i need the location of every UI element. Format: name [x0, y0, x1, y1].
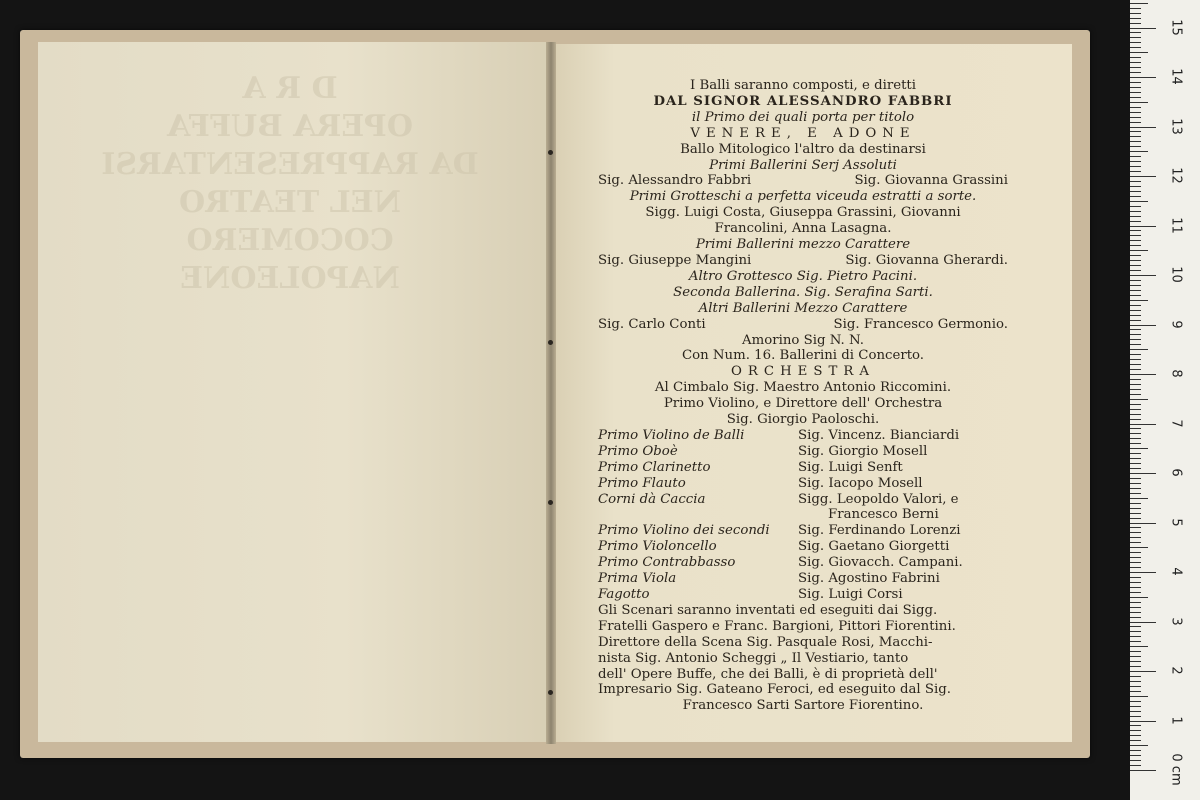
ruler-tick [1130, 320, 1141, 321]
ruler-tick [1130, 325, 1156, 326]
ruler-tick [1130, 97, 1141, 98]
ruler-tick [1130, 463, 1141, 464]
ruler-tick [1130, 107, 1141, 108]
dancer-pair [598, 173, 1008, 189]
ruler-label: 8 [1168, 369, 1184, 378]
ruler-tick [1130, 221, 1141, 222]
ruler-tick [1130, 399, 1148, 400]
ruler-tick [1130, 156, 1141, 157]
ruler-tick [1130, 28, 1156, 29]
ruler-tick [1130, 453, 1141, 454]
ruler-tick [1130, 597, 1148, 598]
binding-hole [548, 150, 553, 155]
ruler-label: 12 [1168, 167, 1184, 184]
roster-role: Primo Contrabbasso [598, 555, 736, 571]
ruler-tick [1130, 686, 1141, 687]
measurement-ruler [1130, 0, 1200, 800]
roster-name: Sig. Giorgio Mosell [798, 443, 928, 459]
ruler-tick [1130, 458, 1141, 459]
roster-role: Primo Flauto [598, 475, 686, 491]
ruler-tick [1130, 23, 1141, 24]
playbill-text [598, 78, 1008, 714]
bleed-through-text [40, 70, 540, 298]
ghost-line: OPERA BUFFA [167, 109, 413, 144]
ruler-tick [1130, 701, 1141, 702]
ruler-tick [1130, 87, 1141, 88]
ruler-tick [1130, 18, 1141, 19]
ruler-tick [1130, 230, 1141, 231]
ruler-tick [1130, 329, 1141, 330]
roster-role: Corni dà Caccia [598, 491, 706, 507]
ruler-label: 10 [1168, 266, 1184, 283]
ruler-tick [1130, 572, 1156, 573]
ruler-tick [1130, 765, 1141, 766]
dancer-line: Seconda Ballerina. Sig. Serafina Sarti. [673, 284, 933, 300]
orchestra-line: Sig. Giorgio Paoloschi. [726, 412, 880, 428]
ruler-label: 3 [1168, 616, 1184, 626]
ruler-tick [1130, 245, 1141, 246]
ruler-tick [1130, 82, 1141, 83]
ruler-tick [1130, 62, 1141, 63]
roster-role: Fagotto [598, 587, 650, 602]
ruler-tick [1130, 681, 1141, 682]
ruler-tick [1130, 315, 1141, 316]
ruler-tick [1130, 379, 1141, 380]
ruler-tick [1130, 483, 1141, 484]
roster-name: Sig. Vincenz. Bianciardi [798, 427, 960, 443]
ruler-tick [1130, 364, 1141, 365]
ruler-tick [1130, 181, 1141, 182]
ruler-tick [1130, 255, 1141, 256]
ruler-tick [1130, 428, 1141, 429]
ruler-tick [1130, 389, 1141, 390]
ruler-tick [1130, 671, 1156, 672]
ruler-tick [1130, 206, 1141, 207]
ruler-tick [1130, 656, 1141, 657]
binding-hole [548, 500, 553, 505]
ruler-tick [1130, 577, 1141, 578]
ruler-tick [1130, 745, 1148, 746]
ruler-tick [1130, 42, 1141, 43]
ruler-tick [1130, 216, 1141, 217]
ruler-label: 9 [1168, 319, 1184, 329]
ruler-tick [1130, 508, 1141, 509]
ruler-tick [1130, 666, 1141, 667]
roster-name: Sig. Ferdinando Lorenzi [798, 523, 961, 539]
section-heading: Primi Ballerini mezzo Carattere [695, 237, 911, 253]
dancer-name: Sig. Francesco Germonio. [833, 316, 1008, 332]
ruler-tick [1130, 448, 1148, 449]
ruler-tick [1130, 57, 1141, 58]
ruler-tick [1130, 468, 1141, 469]
ruler-tick [1130, 622, 1156, 623]
ruler-tick [1130, 760, 1141, 761]
ruler-label: 2 [1168, 666, 1184, 675]
ruler-tick [1130, 226, 1156, 227]
closing-line: Gli Scenari saranno inventati ed eseguiti dai Sigg. [598, 602, 938, 618]
ruler-tick [1130, 250, 1148, 251]
ruler-tick [1130, 542, 1141, 543]
ghost-line: NAPOLEONE [180, 261, 400, 296]
ruler-tick [1130, 235, 1141, 236]
ballet-subtitle: Ballo Mitologico l'altro da destinarsi [680, 141, 926, 157]
ruler-tick [1130, 626, 1141, 627]
ruler-tick [1130, 676, 1141, 677]
orchestra-heading: ORCHESTRA [731, 364, 875, 380]
ruler-tick [1130, 513, 1141, 514]
ruler-tick [1130, 359, 1141, 360]
ruler-tick [1130, 552, 1141, 553]
dancer-names: Francolini, Anna Lasagna. [714, 221, 892, 237]
roster-role: Primo Clarinetto [598, 459, 711, 475]
ruler-tick [1130, 8, 1141, 9]
ruler-tick [1130, 473, 1156, 474]
ruler-tick [1130, 691, 1141, 692]
roster-role: Primo Violoncello [598, 539, 717, 555]
orchestra-line: Al Cimbalo Sig. Maestro Antonio Riccomini. [654, 380, 952, 396]
ruler-tick [1130, 102, 1148, 103]
ruler-tick [1130, 161, 1141, 162]
dancer-name: Sig. Carlo Conti [598, 316, 706, 332]
ruler-tick [1130, 112, 1141, 113]
ruler-tick [1130, 3, 1148, 4]
ruler-tick [1130, 300, 1148, 301]
roster-name: Sig. Agostino Fabrini [798, 571, 940, 587]
ruler-tick [1130, 735, 1141, 736]
ruler-tick [1130, 716, 1141, 717]
ruler-tick [1130, 661, 1141, 662]
ruler-label: 6 [1168, 468, 1184, 477]
ruler-tick [1130, 527, 1141, 528]
ruler-tick [1130, 77, 1156, 78]
ruler-tick [1130, 557, 1141, 558]
ruler-tick [1130, 176, 1156, 177]
ruler-tick [1130, 369, 1141, 370]
ruler-tick [1130, 493, 1141, 494]
binding-hole [548, 340, 553, 345]
dancer-line: Altro Grottesco Sig. Pietro Pacini. [688, 268, 918, 284]
dancer-line: Amorino Sig N. N. [742, 332, 864, 348]
ruler-tick [1130, 532, 1141, 533]
ruler-tick [1130, 537, 1141, 538]
ruler-tick [1130, 344, 1141, 345]
ghost-line: NEL TEATRO [178, 185, 402, 220]
ruler-tick [1130, 374, 1156, 375]
ruler-tick [1130, 636, 1141, 637]
closing-line: nista Sig. Antonio Scheggi „ Il Vestiario, tanto [598, 650, 909, 666]
ruler-tick [1130, 47, 1141, 48]
ruler-tick [1130, 523, 1156, 524]
section-heading: Primi Grotteschi a perfetta viceuda estratti a sorte. [629, 189, 977, 205]
ruler-tick [1130, 171, 1141, 172]
ruler-tick [1130, 602, 1141, 603]
dancer-name: Sig. Alessandro Fabbri [598, 173, 752, 189]
ruler-tick [1130, 275, 1156, 276]
binding-hole [548, 690, 553, 695]
ruler-tick [1130, 349, 1148, 350]
ruler-label: 11 [1168, 216, 1184, 234]
ruler-tick [1130, 280, 1141, 281]
roster-name: Sig. Luigi Senft [798, 459, 903, 475]
title-intro: il Primo dei quali porta per titolo [691, 109, 915, 125]
ruler-tick [1130, 721, 1156, 722]
ruler-tick [1130, 240, 1141, 241]
dancer-pair [598, 317, 1008, 333]
ruler-tick [1130, 617, 1141, 618]
ruler-label: 15 [1168, 18, 1184, 36]
ruler-tick [1130, 122, 1141, 123]
ruler-tick [1130, 770, 1156, 771]
ruler-tick [1130, 711, 1141, 712]
ruler-tick [1130, 32, 1141, 33]
roster-role: Primo Violino de Balli [598, 427, 745, 443]
ruler-tick [1130, 567, 1141, 568]
ruler-tick [1130, 409, 1141, 410]
ruler-tick [1130, 305, 1141, 306]
ruler-tick [1130, 740, 1141, 741]
ballet-intro: I Balli saranno composti, e diretti [689, 78, 917, 93]
ruler-tick [1130, 404, 1141, 405]
ruler-tick [1130, 438, 1141, 439]
dancer-names: Sigg. Luigi Costa, Giuseppa Grassini, Giovanni [645, 205, 961, 221]
ruler-tick [1130, 750, 1141, 751]
ruler-tick [1130, 295, 1141, 296]
ruler-tick [1130, 136, 1141, 137]
ruler-tick [1130, 518, 1141, 519]
ruler-tick [1130, 592, 1141, 593]
ruler-tick [1130, 52, 1148, 53]
ghost-line: DA RAPPRESENTARSI [101, 147, 479, 182]
ruler-tick [1130, 631, 1141, 632]
choreographer: DAL SIGNOR ALESSANDRO FABBRI [653, 93, 953, 109]
roster-role: Primo Oboè [598, 443, 678, 459]
roster-name: Francesco Berni [828, 507, 939, 523]
ghost-line: D R A [242, 71, 338, 106]
ruler-tick [1130, 131, 1141, 132]
closing-line: Francesco Sarti Sartore Fiorentino. [682, 698, 924, 714]
ruler-tick [1130, 755, 1141, 756]
ruler-tick [1130, 696, 1148, 697]
ruler-tick [1130, 151, 1148, 152]
ruler-tick [1130, 196, 1141, 197]
ruler-label: 1 [1168, 715, 1184, 725]
ghost-line: COCOMERO [186, 223, 394, 258]
ruler-tick [1130, 433, 1141, 434]
dancer-line: Con Num. 16. Ballerini di Concerto. [681, 348, 925, 364]
ruler-tick [1130, 191, 1141, 192]
orchestra-line: Primo Violino, e Direttore dell' Orchestra [663, 396, 943, 412]
dancer-name: Sig. Giuseppe Mangini [598, 252, 752, 268]
ruler-label: 13 [1168, 117, 1184, 135]
closing-line: Fratelli Gaspero e Franc. Bargioni, Pittori Fiorentini. [598, 618, 956, 634]
ruler-label: 5 [1168, 517, 1184, 527]
ruler-tick [1130, 612, 1141, 613]
ruler-tick [1130, 334, 1141, 335]
ruler-tick [1130, 488, 1141, 489]
roster-role: Prima Viola [598, 571, 677, 587]
dancer-pair [598, 253, 1008, 269]
ruler-tick [1130, 651, 1141, 652]
orchestra-roster [598, 428, 1008, 603]
ruler-tick [1130, 260, 1141, 261]
ruler-tick [1130, 339, 1141, 340]
roster-role: Primo Violino dei secondi [598, 523, 770, 539]
ruler-tick [1130, 265, 1141, 266]
ruler-tick [1130, 13, 1141, 14]
ruler-label: 0 cm [1168, 753, 1184, 786]
ruler-tick [1130, 354, 1141, 355]
ruler-label: 7 [1168, 418, 1184, 428]
ruler-tick [1130, 706, 1141, 707]
ruler-tick [1130, 310, 1141, 311]
ruler-label: 14 [1168, 68, 1184, 85]
ruler-tick [1130, 270, 1141, 271]
roster-name: Sig. Giovacch. Campani. [798, 555, 963, 571]
ruler-tick [1130, 67, 1141, 68]
ruler-tick [1130, 419, 1141, 420]
ruler-tick [1130, 730, 1141, 731]
roster-name: Sig. Luigi Corsi [798, 587, 903, 602]
ruler-tick [1130, 37, 1141, 38]
ballet-title: VENERE, E ADONE [690, 125, 916, 141]
roster-name: Sig. Iacopo Mosell [798, 475, 923, 491]
ruler-tick [1130, 424, 1156, 425]
section-heading: Primi Ballerini Serj Assoluti [709, 157, 897, 173]
ruler-tick [1130, 562, 1141, 563]
ruler-tick [1130, 186, 1141, 187]
roster-role [598, 507, 798, 523]
roster-name: Sigg. Leopoldo Valori, e [798, 491, 959, 507]
ruler-tick [1130, 587, 1141, 588]
book-gutter [546, 42, 556, 744]
ruler-tick [1130, 503, 1141, 504]
ruler-tick [1130, 646, 1148, 647]
ruler-tick [1130, 443, 1141, 444]
closing-line: dell' Opere Buffe, che dei Balli, è di proprietà dell' [598, 666, 938, 682]
ruler-tick [1130, 146, 1141, 147]
ruler-tick [1130, 607, 1141, 608]
ruler-tick [1130, 166, 1141, 167]
ruler-tick [1130, 127, 1156, 128]
ruler-tick [1130, 384, 1141, 385]
ruler-tick [1130, 394, 1141, 395]
ruler-tick [1130, 92, 1141, 93]
closing-line: Impresario Sig. Gateano Feroci, ed eseguito dal Sig. [598, 682, 951, 698]
ruler-tick [1130, 414, 1141, 415]
ruler-tick [1130, 582, 1141, 583]
dancer-name: Sig. Giovanna Gherardi. [845, 252, 1008, 268]
ruler-tick [1130, 211, 1141, 212]
ruler-tick [1130, 498, 1148, 499]
ruler-tick [1130, 72, 1141, 73]
dancer-name: Sig. Giovanna Grassini [854, 173, 1008, 189]
ruler-tick [1130, 201, 1148, 202]
section-heading: Altri Ballerini Mezzo Carattere [698, 300, 908, 316]
ruler-label: 4 [1168, 567, 1184, 576]
ruler-tick [1130, 290, 1141, 291]
ruler-tick [1130, 141, 1141, 142]
ruler-tick [1130, 285, 1141, 286]
roster-name: Sig. Gaetano Giorgetti [798, 539, 950, 555]
ruler-tick [1130, 478, 1141, 479]
closing-line: Direttore della Scena Sig. Pasquale Rosi, Macchi- [598, 634, 933, 650]
ruler-tick [1130, 641, 1141, 642]
ruler-tick [1130, 725, 1141, 726]
ruler-tick [1130, 117, 1141, 118]
ruler-tick [1130, 547, 1148, 548]
